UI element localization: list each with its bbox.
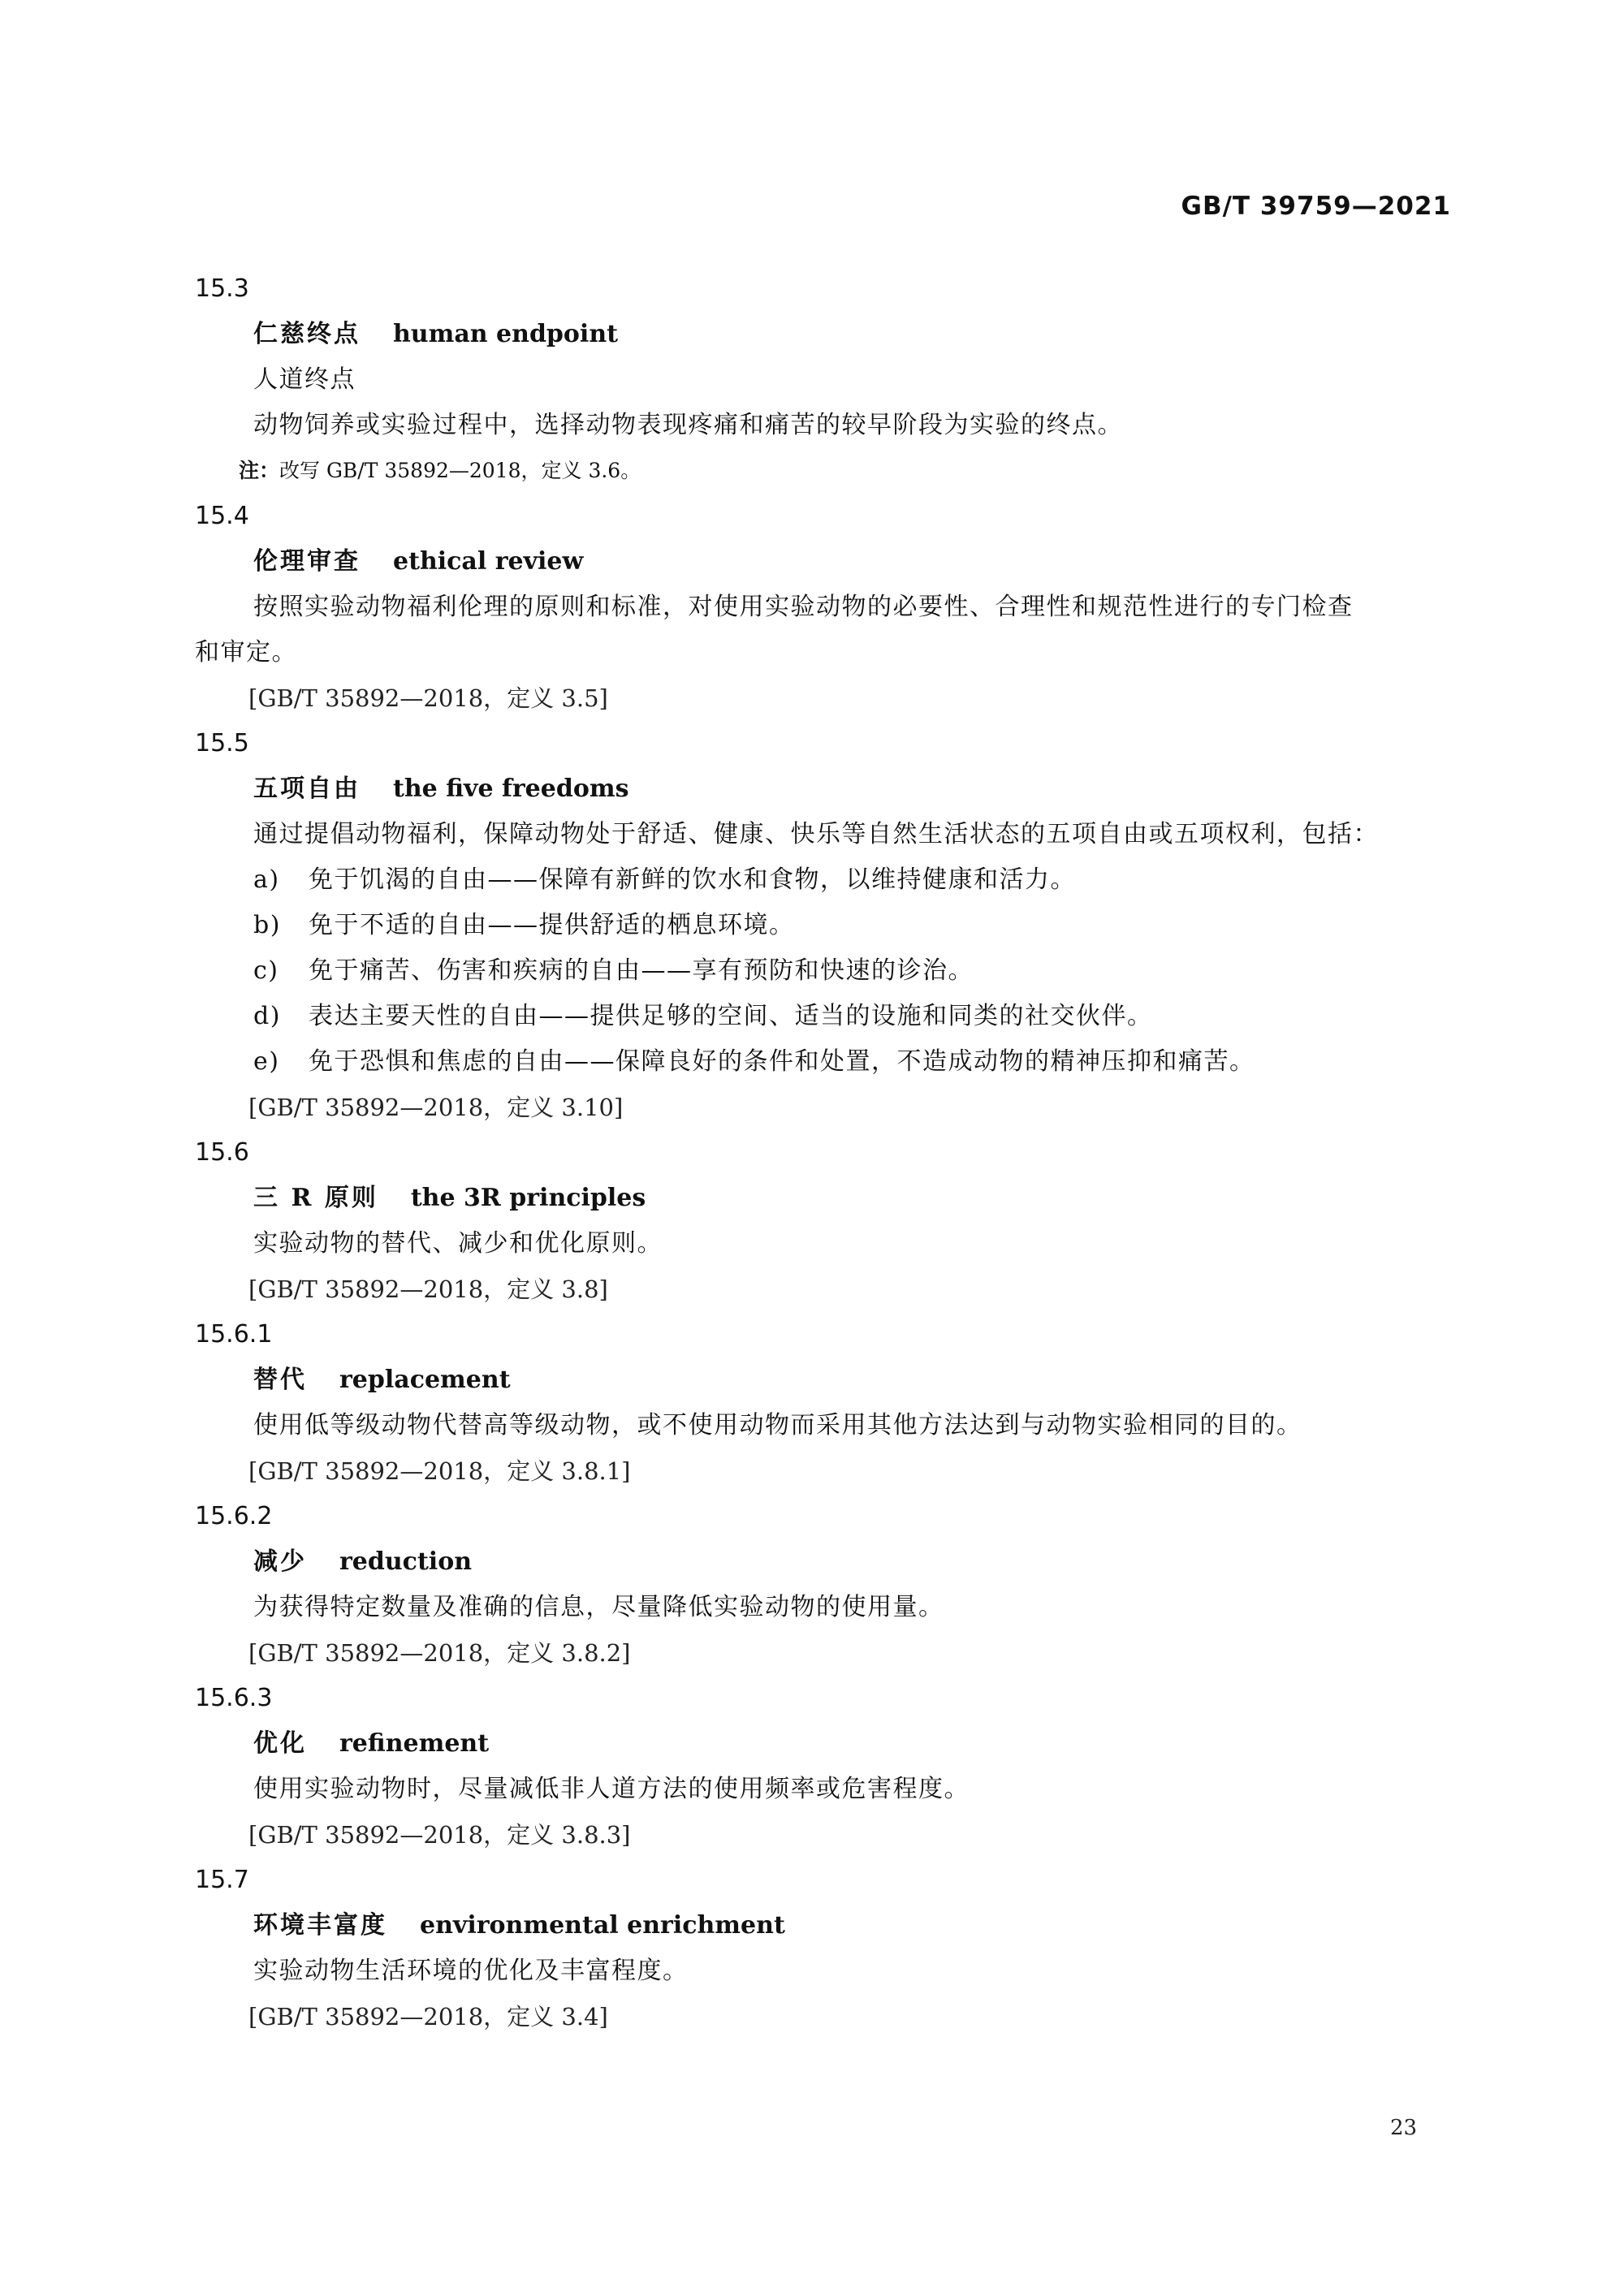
clause-number: 15.3 (195, 274, 249, 303)
term-heading (195, 1539, 1449, 1585)
note-text: 改写 GB/T 35892—2018，定义 3.6。 (279, 459, 641, 482)
list-item-text: 表达主要天性的自由——提供足够的空间、适当的设施和同类的社交伙伴。 (309, 1002, 1153, 1030)
standard-code: GB/T 39759—2021 (1181, 192, 1451, 221)
term-chinese: 仁慈终点 (253, 320, 361, 348)
term-english: the 3R principles (410, 1184, 646, 1212)
page-number: 23 (1390, 2116, 1418, 2140)
list-marker: e) (253, 1047, 280, 1076)
list-marker: b) (253, 911, 281, 939)
term-definition: 实验动物的替代、减少和优化原则。 (253, 1229, 663, 1258)
document-body (195, 266, 1449, 2039)
list-item (195, 903, 1449, 948)
term-english: reduction (339, 1547, 473, 1576)
list-item-text: 免于恐惧和焦虑的自由——保障良好的条件和处置，不造成动物的精神压抑和痛苦。 (309, 1047, 1255, 1076)
term-definition: 按照实验动物福利伦理的原则和标准，对使用实验动物的必要性、合理性和规范性进行的专门检查 (253, 593, 1354, 621)
term-heading (195, 1357, 1449, 1403)
list-item-text: 免于痛苦、伤害和疾病的自由——享有预防和快速的诊治。 (309, 956, 974, 985)
list-item (195, 1039, 1449, 1085)
list-item (195, 994, 1449, 1039)
term-heading (195, 766, 1449, 812)
clause-number: 15.6.3 (195, 1684, 273, 1712)
term-english: refinement (339, 1729, 490, 1758)
term-note (195, 448, 1449, 494)
list-marker: c) (253, 956, 279, 985)
term-heading (195, 1176, 1449, 1221)
term-heading (195, 1903, 1449, 1949)
clause-number: 15.6.1 (195, 1320, 273, 1349)
source-reference: [GB/T 35892—2018，定义 3.10] (248, 1094, 624, 1121)
term-chinese: 优化 (253, 1729, 307, 1758)
term-definition: 动物饲养或实验过程中，选择动物表现疼痛和痛苦的较早阶段为实验的终点。 (253, 411, 1123, 439)
term-heading (195, 312, 1449, 357)
note-label: 注： (239, 459, 280, 482)
term-chinese: 环境丰富度 (253, 1911, 387, 1940)
term-alternative: 人道终点 (253, 365, 356, 394)
source-reference: [GB/T 35892—2018，定义 3.8.1] (248, 1457, 631, 1485)
term-english: human endpoint (393, 320, 618, 348)
list-item (195, 857, 1449, 903)
list-marker: a) (253, 865, 280, 894)
term-definition: 使用实验动物时，尽量减低非人道方法的使用频率或危害程度。 (253, 1775, 970, 1803)
source-reference: [GB/T 35892—2018，定义 3.5] (248, 684, 608, 712)
term-heading (195, 539, 1449, 585)
term-english: environmental enrichment (420, 1911, 785, 1940)
term-chinese: 减少 (253, 1547, 307, 1576)
list-item-text: 免于饥渴的自由——保障有新鲜的饮水和食物，以维持健康和活力。 (309, 865, 1076, 894)
source-reference: [GB/T 35892—2018，定义 3.4] (248, 2003, 608, 2031)
source-reference: [GB/T 35892—2018，定义 3.8] (248, 1275, 608, 1303)
term-definition-continued: 和审定。 (195, 638, 297, 667)
term-definition: 为获得特定数量及准确的信息，尽量降低实验动物的使用量。 (253, 1593, 944, 1621)
list-marker: d) (253, 1002, 281, 1030)
term-chinese: 伦理审查 (253, 547, 361, 576)
source-reference: [GB/T 35892—2018，定义 3.8.2] (248, 1639, 631, 1667)
list-item-text: 免于不适的自由——提供舒适的栖息环境。 (309, 911, 795, 939)
term-chinese: 三 R 原则 (253, 1184, 378, 1212)
term-english: the five freedoms (393, 775, 629, 803)
clause-number: 15.7 (195, 1866, 249, 1894)
term-english: ethical review (393, 547, 584, 576)
term-english: replacement (339, 1366, 511, 1394)
term-heading (195, 1721, 1449, 1767)
clause-number: 15.6.2 (195, 1502, 273, 1530)
clause-number: 15.6 (195, 1138, 249, 1167)
source-reference: [GB/T 35892—2018，定义 3.8.3] (248, 1821, 631, 1849)
term-chinese: 替代 (253, 1366, 307, 1394)
term-chinese: 五项自由 (253, 775, 361, 803)
clause-number: 15.5 (195, 729, 249, 757)
list-item (195, 948, 1449, 994)
clause-number: 15.4 (195, 502, 249, 530)
term-definition: 通过提倡动物福利，保障动物处于舒适、健康、快乐等自然生活状态的五项自由或五项权利，包括： (253, 820, 1379, 848)
term-definition: 实验动物生活环境的优化及丰富程度。 (253, 1957, 689, 1985)
term-definition: 使用低等级动物代替高等级动物，或不使用动物而采用其他方法达到与动物实验相同的目的。 (253, 1411, 1302, 1439)
